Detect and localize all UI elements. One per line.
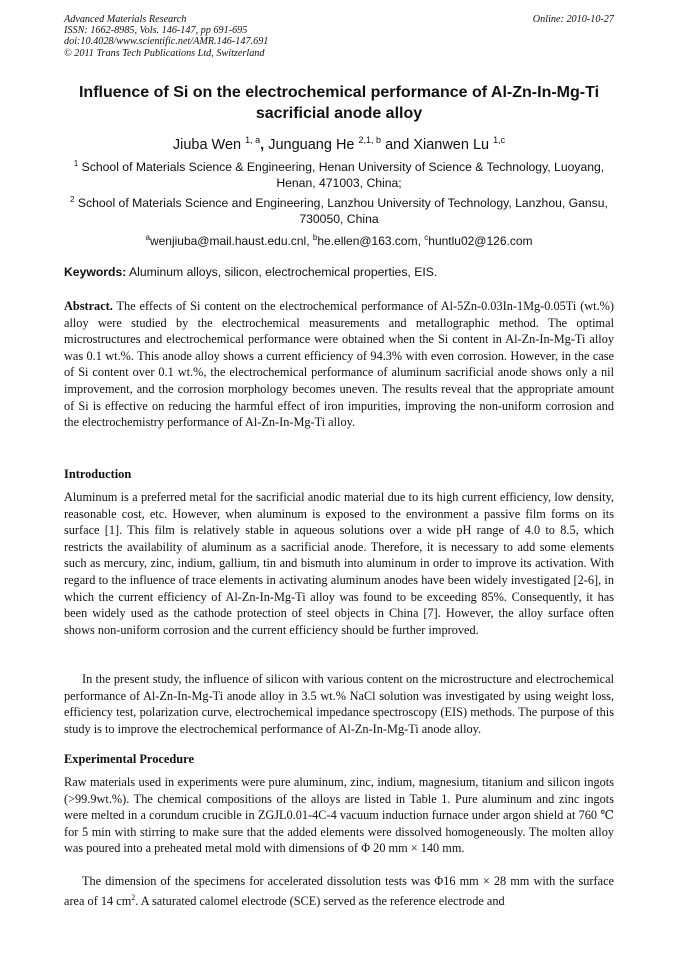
- author-affil-sup: 1, a: [245, 135, 261, 145]
- experimental-p2-text: The dimension of the specimens for accelerated dissolution tests was Φ16 mm × 28 mm with the surface area of 14 cm: [64, 874, 614, 908]
- experimental-paragraph-1: Raw materials used in experiments were pure aluminum, zinc, indium, magnesium, titanium and silicon ingots (>99.9wt.%). The chemical compositions of the alloys are listed in Table 1. Pure aluminum and zinc ingots were melted in a corundum crucible in ZGJL0.01-4C-4 vacuum induction furnace under argon shield at 760 ℃ for 5 min with stirring to make sure that the added elements were dissolved homogeneously. The molten alloy was poured into a preheated metal mold with dimensions of Φ 20 mm × 140 mm.: [64, 775, 614, 856]
- email-address: huntlu02@126.com: [428, 234, 533, 248]
- affiliation-text: School of Materials Science & Engineering, Henan University of Science & Technology, Luoyang, Henan, 471003, China;: [81, 160, 605, 191]
- email-address: he.ellen@163.com,: [317, 234, 421, 248]
- copyright-line: © 2011 Trans Tech Publications Ltd, Switzerland: [64, 47, 265, 59]
- affiliation-number: 2: [70, 195, 75, 204]
- journal-header: [64, 14, 268, 59]
- author-affil-sup: 1,c: [493, 135, 506, 145]
- abstract-text: The effects of Si content on the electrochemical performance of Al-5Zn-0.03In-1Mg-0.05Ti (wt.%) alloy were studied by the electrochemical measurements and metallographic method. The optimal microstructures and electrochemical performance were obtained when the Si content in Al-Zn-In-Mg-Ti alloy was 0.1 wt.%. This anode alloy shows a current efficiency of 94.3% with even corrosion. However, in the case of Si content over 0.1 wt.%, the electrochemical performance of aluminum sacrificial anode shows only a nil improvement, and the corrosion morphology becomes uneven. The results reveal that the appropriate amount of Si is effective on reducing the harmful effect of iron impurities, improving the non-uniform corrosion and the electrochemistry performance of Al-Zn-In-Mg-Ti alloy.: [64, 299, 614, 430]
- email-sup: a: [145, 233, 150, 242]
- author-affil-sup: 2,1, b: [358, 135, 382, 145]
- experimental-heading: Experimental Procedure: [64, 752, 194, 766]
- affiliation-1: [64, 156, 614, 191]
- introduction-paragraph-2: In the present study, the influence of silicon with various content on the microstructure and electrochemical performance of Al-Zn-In-Mg-Ti anode alloy in 3.5 wt.% NaCl solution was investigated by using weight loss, efficiency test, polarization curve, electrochemical impedance spectroscopy (EIS) methods. The purpose of this study is to improve the electrochemical performance of Al-Zn-In-Mg-Ti anode alloy.: [64, 672, 614, 736]
- email-sup: c: [424, 233, 429, 242]
- introduction-paragraph-1: Aluminum is a preferred metal for the sacrificial anodic material due to its high current efficiency, low density, reasonable cost, etc. However, when aluminum is exposed to the environment a passive film forms on its surface [1]. This film is relatively stable in aqueous solutions over a wide pH range of 4.0 to 8.5, which restricts the availability of aluminum as a sacrificial anode. Therefore, it is necessary to add some elements such as mercury, zinc, indium, gallium, tin and bismuth into aluminum in order to improve its activation. With regard to the influence of trace elements in activating aluminum anodes have been widely investigated [2-6], in which the current efficiency of Al-Zn-In-Mg-Ti alloy was found to be exceeding 85%. Consequently, it has been widely used as the cathode protection of steel objects in China [7]. However, the alloy surface often shows non-uniform corrosion and the current efficiency should be further improved.: [64, 490, 614, 637]
- keywords-label: Keywords:: [64, 265, 127, 279]
- journal-name: Advanced Materials Research: [64, 14, 187, 25]
- online-date: Online: 2010-10-27: [532, 14, 614, 25]
- email-sup: b: [312, 233, 318, 242]
- author-name: Junguang He: [268, 136, 355, 153]
- email-list: [64, 230, 614, 249]
- email-address: wenjiuba@mail.haust.edu.cnl,: [149, 234, 310, 248]
- affiliation-text: School of Materials Science and Engineering, Lanzhou University of Technology, Lanzhou, Gansu, 730050, China: [77, 196, 608, 227]
- abstract: [64, 298, 614, 431]
- abstract-label: Abstract.: [64, 299, 113, 313]
- issn-line: ISSN: 1662-8985, Vols. 146-147, pp 691-695: [64, 25, 248, 37]
- author-name: Xianwen Lu: [413, 136, 490, 153]
- experimental-p2-text-cont: . A saturated calomel electrode (SCE) served as the reference electrode and: [135, 893, 505, 908]
- doi-line: doi:10.4028/www.scientific.net/AMR.146-147.691: [64, 36, 269, 48]
- affiliation-2: [64, 192, 614, 227]
- introduction-heading: Introduction: [64, 467, 132, 481]
- author-name: Jiuba Wen: [172, 136, 242, 153]
- keywords-text: Aluminum alloys, silicon, electrochemical properties, EIS.: [129, 265, 438, 279]
- paper-title: Influence of Si on the electrochemical performance of Al-Zn-In-Mg-Ti sacrificial anode alloy: [78, 84, 600, 122]
- keywords: [64, 265, 614, 280]
- superscript: 2: [131, 892, 136, 902]
- affiliation-number: 1: [73, 159, 79, 168]
- experimental-paragraph-2: [64, 873, 614, 909]
- author-list: Jiuba Wen $^{1, a}$, Junguang He $^{2,1, b}$ and Xianwen Lu $^{1,c}$: [172, 135, 506, 153]
